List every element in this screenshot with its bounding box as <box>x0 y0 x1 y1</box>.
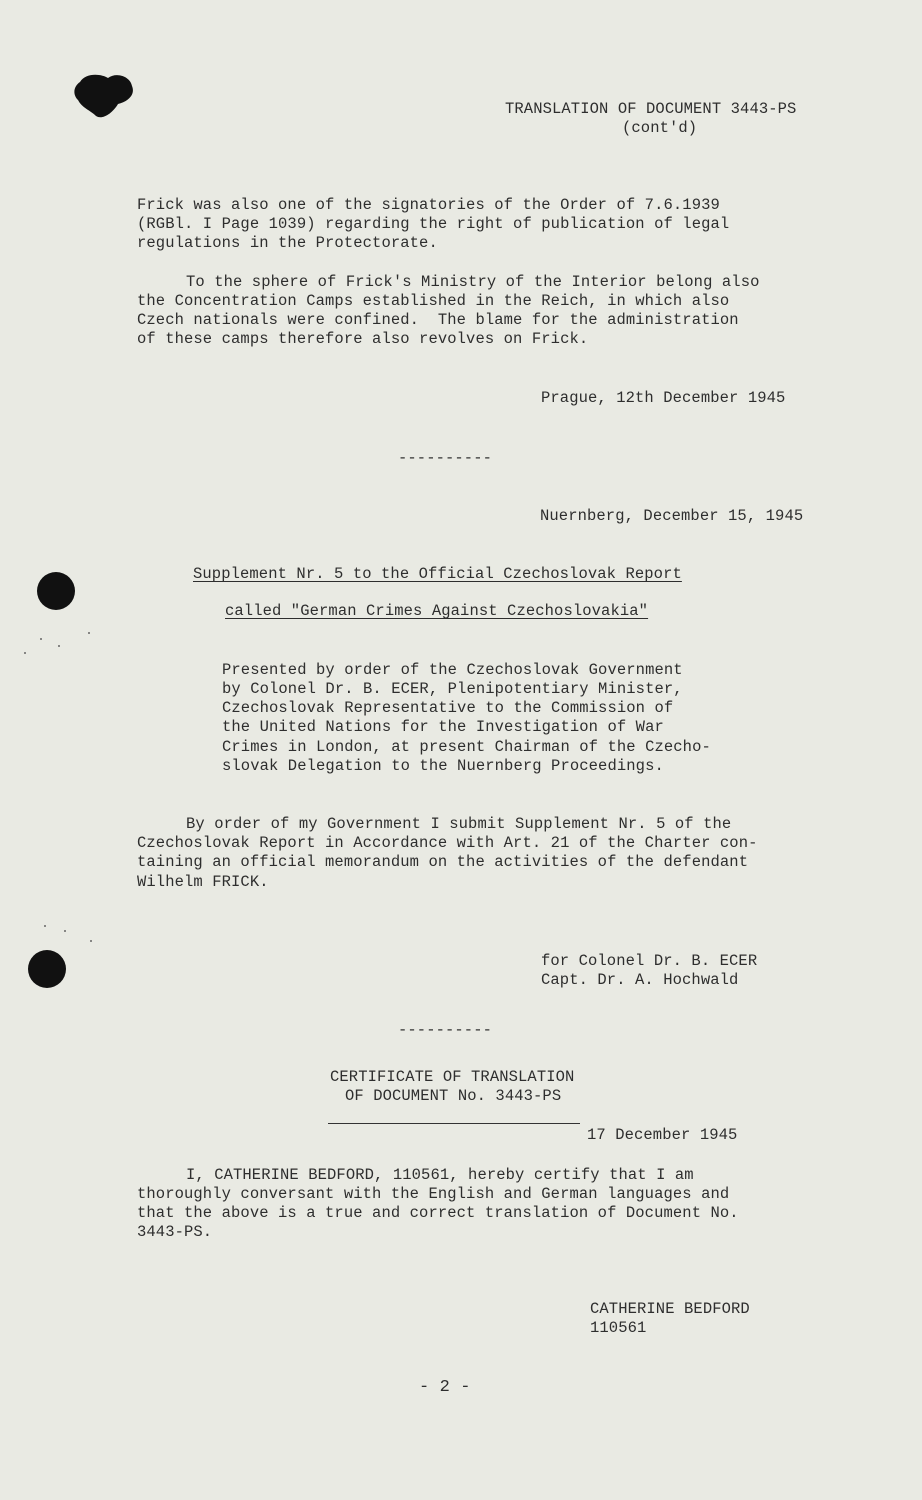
speck <box>88 632 90 634</box>
presented-by-line: Presented by order of the Czechoslovak Government <box>222 661 683 679</box>
certificate-date: 17 December 1945 <box>587 1126 738 1144</box>
paragraph-3-line: taining an official memorandum on the activities of the defendant <box>137 853 749 871</box>
supplement-title: Supplement Nr. 5 to the Official Czechoslovak Report <box>193 565 682 583</box>
separator-line: ---------- <box>398 1021 493 1039</box>
page-number: - 2 - <box>419 1378 471 1397</box>
certificate-body-line: that the above is a true and correct translation of Document No. <box>137 1204 739 1222</box>
speck <box>24 652 26 654</box>
presented-by-line: by Colonel Dr. B. ECER, Plenipotentiary Minister, <box>222 680 683 698</box>
supplement-subtitle: called "German Crimes Against Czechoslovakia" <box>225 602 649 620</box>
paragraph-1-line: regulations in the Protectorate. <box>137 234 438 252</box>
speck <box>44 925 46 927</box>
presented-by-line: Czechoslovak Representative to the Commission of <box>222 699 674 717</box>
certificate-title: OF DOCUMENT No. 3443-PS <box>345 1087 562 1105</box>
paragraph-1-line: Frick was also one of the signatories of the Order of 7.6.1939 <box>137 196 720 214</box>
place-date-nuernberg: Nuernberg, December 15, 1945 <box>540 507 804 525</box>
paragraph-2-line: To the sphere of Frick's Ministry of the Interior belong also <box>186 273 760 291</box>
speck <box>58 645 60 647</box>
paragraph-3-line: Wilhelm FRICK. <box>137 873 269 891</box>
speck <box>40 638 42 640</box>
signature-line: for Colonel Dr. B. ECER <box>541 952 758 970</box>
place-date-prague: Prague, 12th December 1945 <box>541 389 786 407</box>
speck <box>64 930 66 932</box>
certificate-rule <box>328 1123 580 1124</box>
speck <box>90 940 92 942</box>
paragraph-2-line: Czech nationals were confined. The blame for the administration <box>137 311 739 329</box>
ink-blot <box>72 70 136 122</box>
document-header-title: TRANSLATION OF DOCUMENT 3443-PS <box>505 100 797 118</box>
certificate-title: CERTIFICATE OF TRANSLATION <box>330 1068 575 1086</box>
certificate-body-line: I, CATHERINE BEDFORD, 110561, hereby certify that I am <box>186 1166 694 1184</box>
presented-by-line: Crimes in London, at present Chairman of the Czecho- <box>222 738 711 756</box>
signature-line: Capt. Dr. A. Hochwald <box>541 971 739 989</box>
presented-by-line: slovak Delegation to the Nuernberg Proceedings. <box>222 757 664 775</box>
certificate-body-line: 3443-PS. <box>137 1223 213 1241</box>
binder-hole-lower <box>28 950 66 988</box>
paragraph-1-line: (RGBl. I Page 1039) regarding the right of publication of legal <box>137 215 730 233</box>
paragraph-3-line: By order of my Government I submit Supplement Nr. 5 of the <box>186 815 732 833</box>
certificate-body-line: thoroughly conversant with the English and German languages and <box>137 1185 730 1203</box>
translator-number: 110561 <box>590 1319 647 1337</box>
paragraph-3-line: Czechoslovak Report in Accordance with Art. 21 of the Charter con- <box>137 834 758 852</box>
paragraph-2-line: of these camps therefore also revolves on Frick. <box>137 330 589 348</box>
paragraph-2-line: the Concentration Camps established in the Reich, in which also <box>137 292 730 310</box>
binder-hole-upper <box>37 572 75 610</box>
separator-line: ---------- <box>398 449 493 467</box>
presented-by-line: the United Nations for the Investigation of War <box>222 718 664 736</box>
document-header-contd: (cont'd) <box>622 119 698 137</box>
translator-name: CATHERINE BEDFORD <box>590 1300 750 1318</box>
